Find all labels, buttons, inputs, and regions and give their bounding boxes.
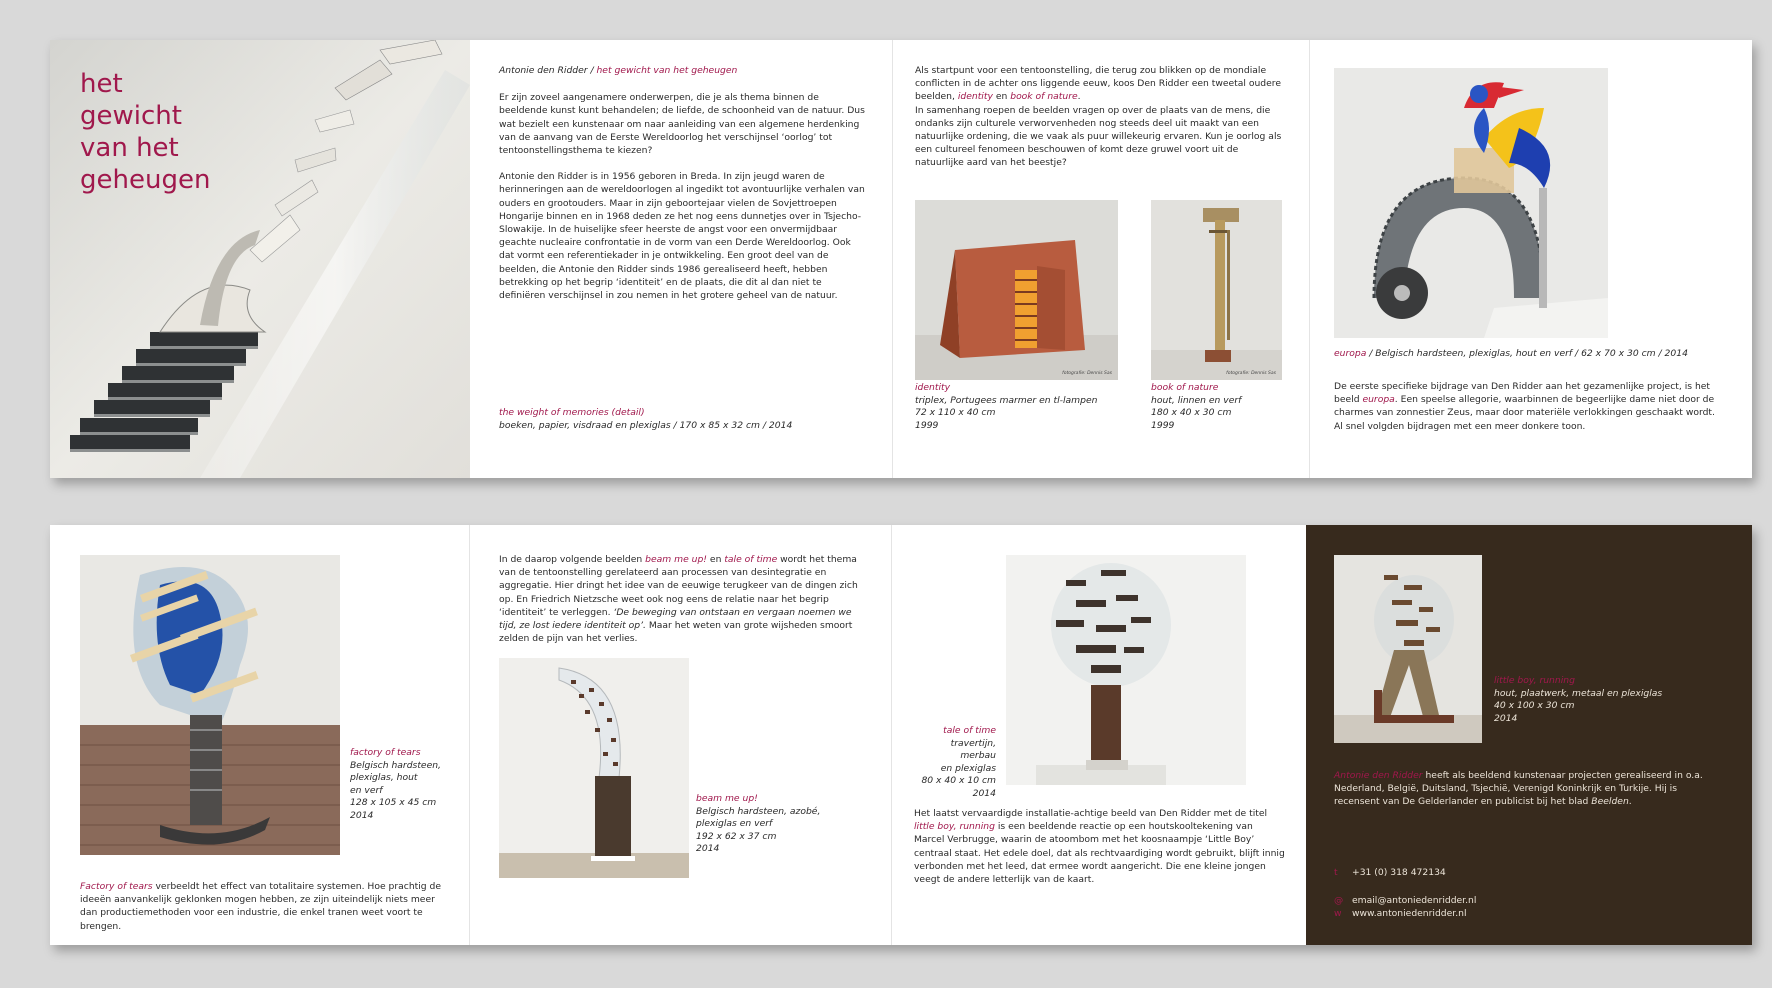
identity-panel — [893, 40, 1309, 478]
text-run: Maar het weten van grote wijsheden smoort zelden de pijn van het verlies. — [499, 620, 853, 645]
text-run: Het laatst vervaardigde installatie-achtige beeld van Den Ridder met de titel — [914, 808, 1268, 819]
panel3-paragraph-2: In samenhang roepen de beelden vragen op over de plaats van de mens, die ondanks zijn culturele verworvenheden nog steeds deel uit maakt van een natuurlijke ordening, die we vaak als puur willekeurig ervaren. Kun je oorlog als een cultureel fenomeen beschouwen of komt deze gruwel voort uit de natuurlijke aard van het beestje? — [915, 104, 1282, 169]
web-icon: w — [1334, 908, 1342, 919]
caption-line: travertijn, merbau — [950, 737, 996, 762]
little-boy-running-photo — [1334, 555, 1482, 743]
caption-line: 80 x 40 x 10 cm — [921, 775, 996, 787]
caption-title: europa — [1334, 348, 1367, 359]
caption-line: 128 x 105 x 45 cm — [350, 797, 437, 809]
caption-title: little boy, running — [1494, 675, 1575, 686]
caption-line: hout, plaatwerk, metaal en plexiglas — [1494, 687, 1663, 699]
caption-line: 1999 — [915, 419, 939, 431]
caption-line: 180 x 40 x 30 cm — [1151, 407, 1232, 419]
tale-of-time-caption — [914, 725, 996, 801]
caption-title: tale of time — [943, 725, 996, 736]
caption-line: triplex, Portugees marmer en tl-lampen — [915, 394, 1098, 406]
caption-line: 2014 — [696, 843, 720, 855]
factory-of-tears-paragraph — [80, 880, 452, 933]
caption-detail: boeken, papier, visdraad en plexiglas / 170 x 85 x 32 cm / 2014 — [499, 419, 793, 431]
caption-line: 192 x 62 x 37 cm — [696, 830, 777, 842]
intro-paragraph-2: Antonie den Ridder is in 1956 geboren in Breda. In zijn jeugd waren de herinneringen aan de wereldoorlogen al ingedikt tot avontuurlijke verhalen van ouders en grootouders. Maar in zijn geboortejaar vielen de Sovjettroepen Hongarije binnen en in 1968 deden ze het nog eens dunnetjes over in Tsjecho-Slowakije. In de huiselijke sfeer heerste de angst voor een onvermijdbaar geachte nucleaire confrontatie in de vorm van een Derde Wereldoorlog. Ook dat vormt een referentiekader in je ontwikkeling. Een groot deel van de beelden, die Antonie den Ridder sinds 1986 gerealiseerd heeft, hebben betrekking op het begrip ‘identiteit’ en de plaats, die dit al dan niet te definiëren verschijnsel in zou nemen in het grotere geheel van de natuur. — [499, 171, 865, 302]
beam-me-up-caption — [696, 793, 876, 856]
europa-paragraph — [1334, 380, 1726, 433]
text-run: De eerste specifieke bijdrage van Den Ridder aan het gezamenlijke project, is het beeld — [1334, 381, 1711, 406]
header-author: Antonie den Ridder / — [499, 65, 597, 76]
brochure-spread-inside — [50, 525, 1752, 945]
text-run: . — [1077, 91, 1081, 103]
caption-line: 2014 — [972, 787, 996, 799]
text-run: In de daarop volgende beelden — [499, 554, 646, 565]
caption-line: 72 x 110 x 40 cm — [915, 407, 996, 419]
header-title: het gewicht van het geheugen — [596, 65, 738, 76]
cover-panel — [50, 40, 470, 478]
cover-title-line: het — [80, 69, 123, 99]
text-run: verbeeldt het effect van totalitaire systemen. Hoe prachtig de ideeën aanvankelijk geklonken mogen hebben, ze zijn uiteindelijk niets meer dan productiemethoden voor een industrie, die enkel tranen weet voort te brengen. — [80, 881, 442, 932]
cover-title-line: van het — [80, 133, 179, 163]
title-little-boy-running: little boy, running — [914, 821, 995, 833]
text-run: en — [992, 91, 1011, 103]
caption-title: factory of tears — [350, 747, 421, 758]
caption-line: 2014 — [350, 809, 374, 821]
caption-line: en verf — [350, 784, 383, 796]
tale-of-time-photo — [1006, 555, 1246, 785]
beam-me-up-photo — [499, 658, 689, 878]
title-factory-of-tears: Factory of tears — [80, 881, 153, 892]
factory-of-tears-panel — [50, 525, 469, 945]
nietzsche-quote: ‘De beweging van ontstaan en vergaan noemen we tijd, ze lost iedere identiteit op’. — [499, 606, 852, 632]
cover-title-line: geheugen — [80, 165, 211, 195]
identity-caption — [915, 382, 1125, 432]
caption-line: Belgisch hardsteen, — [350, 759, 441, 771]
europa-caption — [1334, 348, 1734, 361]
text-run: . — [1628, 796, 1632, 808]
panel6-paragraph — [499, 553, 865, 645]
cover-title-line: gewicht — [80, 101, 182, 131]
panel3-paragraph-1 — [915, 64, 1287, 104]
cover-caption — [499, 407, 865, 432]
text-run: . Een speelse allegorie, waarbinnen de begeerlijke dame niet door de charmes van zonnestier Zeus, maar door materiële verlokkingen geschaakt wordt. Al snel volgden bijdragen met een meer donkere toon. — [1334, 394, 1715, 432]
photo-credit: fotografie: Dennis Sas — [1062, 371, 1112, 376]
intro-panel — [470, 40, 892, 478]
caption-title: identity — [915, 382, 951, 393]
artist-name: Antonie den Ridder — [1334, 770, 1423, 781]
europa-photo — [1334, 68, 1608, 338]
caption-line: Belgisch hardsteen, azobé, — [696, 805, 821, 817]
panel-header — [499, 64, 865, 77]
caption-line: 40 x 100 x 30 cm — [1494, 700, 1575, 712]
text-run: heeft als beeldend kunstenaar projecten gerealiseerd in o.a. Nederland, België, Duitsland, Tsjechië, Verenigd Koninkrijk en Turkije. Hij is recensent van De Gelderlander en publicist bij het blad — [1334, 770, 1703, 808]
factory-of-tears-photo — [80, 555, 340, 855]
little-boy-running-caption — [1494, 675, 1744, 725]
phone-number: +31 (0) 318 472134 — [1352, 867, 1446, 878]
contact-phone — [1334, 865, 1714, 881]
beam-me-up-panel — [470, 525, 891, 945]
book-of-nature-photo — [1151, 200, 1282, 380]
book-of-nature-caption — [1151, 382, 1301, 432]
email-link[interactable]: email@antoniedenridder.nl — [1352, 895, 1477, 906]
cover-title — [80, 68, 210, 196]
text-run: Als startpunt voor een tentoonstelling, die terug zou blikken op de mondiale conflicten in de achter ons liggende eeuw, koos Den Ridder een tweetal oudere beelden, — [915, 65, 1282, 103]
factory-of-tears-caption — [350, 747, 462, 823]
artist-bio — [1334, 769, 1714, 809]
caption-title: beam me up! — [696, 793, 758, 804]
text-run: en — [707, 554, 725, 565]
email-icon: @ — [1334, 895, 1344, 906]
back-cover-panel — [1306, 525, 1752, 945]
contact-block — [1334, 865, 1714, 922]
title-europa: europa — [1362, 394, 1395, 406]
little-boy-paragraph — [914, 807, 1286, 886]
caption-line: plexiglas, hout — [350, 772, 418, 784]
intro-paragraph-1: Er zijn zoveel aangenamere onderwerpen, die je als thema binnen de beeldende kunst kunt behandelen; de liefde, de schoonheid van de natuur. Dus wat bezielt een kunstenaar om naar aanleiding van een algemene herdenking van de aanvang van de Eerste Wereldoorlog het verschijnsel ‘oorlog’ tot tentoonstellingsthema te kiezen? — [499, 92, 865, 157]
caption-line: 1999 — [1151, 419, 1175, 431]
brochure-spread-outside — [50, 40, 1752, 478]
caption-title: book of nature — [1151, 382, 1219, 393]
text-run: wordt het thema van de tentoonstelling gerelateerd aan processen van desintegratie en aggregatie. Hier dringt het idee van de eeuwige terugkeer van de dingen zich op. En Friedrich Nietzsche weet ook nog eens de relatie naar het begrip ‘identiteit’ te verleggen. — [499, 554, 858, 618]
caption-title: the weight of memories (detail) — [499, 407, 645, 418]
tale-of-time-panel — [892, 525, 1306, 945]
caption-detail: / Belgisch hardsteen, plexiglas, hout en verf / 62 x 70 x 30 cm / 2014 — [1366, 348, 1688, 359]
magazine-name: Beelden — [1591, 796, 1629, 808]
identity-photo — [915, 200, 1118, 380]
caption-line: 2014 — [1494, 712, 1518, 724]
caption-line: plexiglas en verf — [696, 818, 773, 830]
photo-credit: fotografie: Dennis Sas — [1226, 371, 1276, 376]
caption-line: hout, linnen en verf — [1151, 394, 1242, 406]
title-beam-me-up: beam me up! — [645, 554, 707, 565]
contact-web[interactable] — [1334, 906, 1714, 922]
title-identity: identity — [957, 91, 993, 103]
caption-line: en plexiglas — [940, 762, 996, 774]
title-book-of-nature: book of nature — [1010, 91, 1078, 103]
website-link[interactable]: www.antoniedenridder.nl — [1352, 908, 1467, 919]
europa-panel — [1310, 40, 1752, 478]
phone-icon: t — [1334, 867, 1338, 878]
text-run: is een beeldende reactie op een houtskooltekening van Marcel Verbrugge, waarin de atoombom met het koosnaampje ‘Little Boy’ centraal staat. Het edele doel, dat als rechtvaardiging wordt gebruikt, blijft innig verbonden met het leed, dat ermee wordt aangericht. Die ene kleine jongen veegt de andere letterlijk van de kaart. — [914, 821, 1285, 886]
title-tale-of-time: tale of time — [724, 554, 778, 565]
